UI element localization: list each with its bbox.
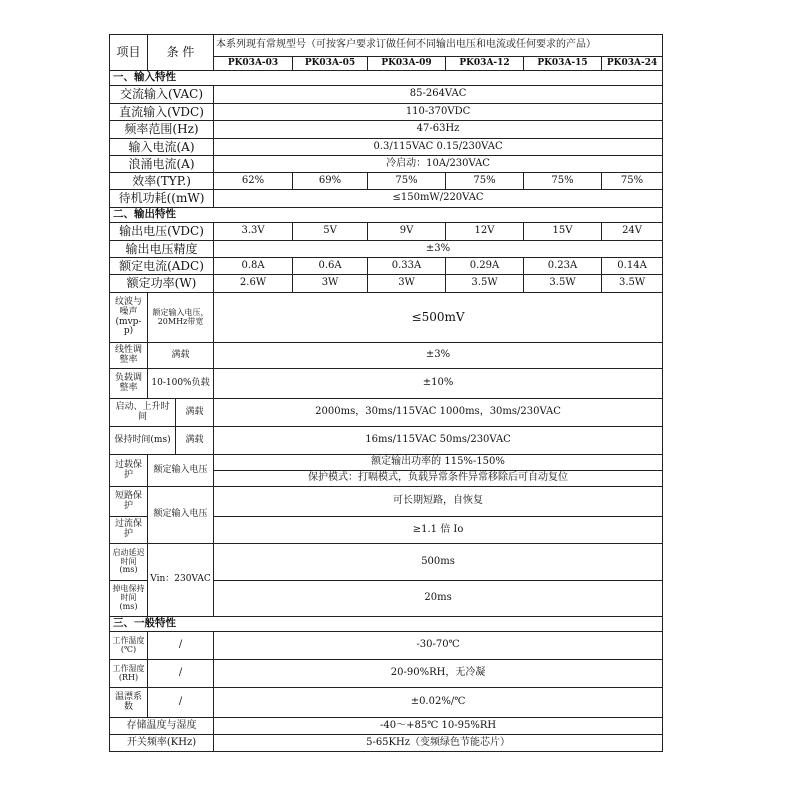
row-label: 工作湿度(RH) [110,660,148,688]
header-item: 项目 [110,35,148,71]
model-name: PK03A-03 [214,57,293,71]
cell-value: 3.5W [602,275,663,293]
model-name: PK03A-09 [368,57,446,71]
cell-value: 75% [368,173,446,190]
row-condition: 额定输入电压 [148,487,214,544]
row-condition: 10-100%负载 [148,369,214,399]
row-value: ≥1.1 倍 Io [214,517,663,544]
row-condition: / [148,632,214,660]
row-label: 输出电压精度 [110,241,214,258]
cell-value: 0.23A [524,258,602,275]
row-value: 额定输出功率的 115%-150% [214,455,663,471]
row-label: 直流输入(VDC) [110,104,214,121]
row-label: 温漂系数 [110,688,148,718]
row-label: 频率范围(Hz) [110,121,214,139]
row-value: 2000ms，30ms/115VAC 1000ms，30ms/230VAC [214,399,663,427]
row-label: 待机功耗((mW) [110,190,214,208]
row-label: 短路保护 [110,487,148,517]
spec-table [109,34,663,752]
row-value: ≤500mV [214,293,663,343]
row-value: 5-65KHz（变频绿色节能芯片） [214,735,663,752]
row-value: 16ms/115VAC 50ms/230VAC [214,427,663,455]
row-value: ±0.02%/℃ [214,688,663,718]
row-value: 47-63Hz [214,121,663,139]
row-label: 线性调整率 [110,343,148,369]
row-label: 输出电压(VDC) [110,223,214,241]
cell-value: 3.5W [524,275,602,293]
header-condition: 条 件 [148,35,214,71]
cell-value: 69% [293,173,368,190]
row-label: 效率(TYP.) [110,173,214,190]
row-value: 保护模式：打嗝模式，负载异常条件异常移除后可自动复位 [214,471,663,487]
cell-value: 75% [602,173,663,190]
row-label: 开关频率(KHz) [110,735,214,752]
cell-value: 0.29A [446,258,524,275]
section-output: 二、输出特性 [110,208,663,223]
row-condition: 额定输入电压 [148,455,214,487]
row-label: 启动、上升时间 [110,399,176,427]
cell-value: 24V [602,223,663,241]
cell-value: 12V [446,223,524,241]
model-name: PK03A-12 [446,57,524,71]
row-value: -30-70℃ [214,632,663,660]
cell-value: 75% [524,173,602,190]
row-label: 负载调整率 [110,369,148,399]
cell-value: 0.6A [293,258,368,275]
row-value: 20-90%RH，无冷凝 [214,660,663,688]
cell-value: 0.14A [602,258,663,275]
row-condition: Vin：230VAC [148,544,214,617]
row-label: 过载保护 [110,455,148,487]
model-name: PK03A-05 [293,57,368,71]
row-value: -40～+85℃ 10-95%RH [214,718,663,735]
cell-value: 0.8A [214,258,293,275]
row-label: 过流保护 [110,517,148,544]
row-value: 0.3/115VAC 0.15/230VAC [214,139,663,156]
cell-value: 75% [446,173,524,190]
row-value: 可长期短路，自恢复 [214,487,663,517]
header-note: 本系列现有常规型号（可按客户要求订做任何不同输出电压和电流或任何要求的产品） [214,35,663,57]
model-name: PK03A-24 [602,57,663,71]
row-value: 20ms [214,581,663,617]
row-label: 浪涌电流(A) [110,156,214,173]
cell-value: 2.6W [214,275,293,293]
row-value: ±3% [214,241,663,258]
row-value: 85-264VAC [214,86,663,104]
cell-value: 9V [368,223,446,241]
cell-value: 3W [368,275,446,293]
cell-value: 3.5W [446,275,524,293]
section-input: 一、输入特性 [110,71,663,86]
model-name: PK03A-15 [524,57,602,71]
row-condition: / [148,688,214,718]
section-general: 三、一般特性 [110,617,663,632]
row-label: 输入电流(A) [110,139,214,156]
row-label: 保持时间(ms) [110,427,176,455]
row-condition: 满载 [176,399,214,427]
row-label: 掉电保持时间(ms) [110,581,148,617]
cell-value: 5V [293,223,368,241]
row-label: 工作温度(℃) [110,632,148,660]
row-value: ≤150mW/220VAC [214,190,663,208]
cell-value: 0.33A [368,258,446,275]
row-value: 冷启动：10A/230VAC [214,156,663,173]
row-condition: 满载 [148,343,214,369]
row-label: 存储温度与湿度 [110,718,214,735]
row-condition: 额定输入电压，20MHz带宽 [148,293,214,343]
cell-value: 3W [293,275,368,293]
row-label: 纹波与噪声(mvp-p) [110,293,148,343]
row-value: ±3% [214,343,663,369]
row-label: 额定功率(W) [110,275,214,293]
row-label: 额定电流(ADC) [110,258,214,275]
cell-value: 62% [214,173,293,190]
row-label: 启动延迟时间(ms) [110,544,148,581]
row-value: 500ms [214,544,663,581]
row-value: 110-370VDC [214,104,663,121]
row-condition: / [148,660,214,688]
row-condition: 满载 [176,427,214,455]
cell-value: 3.3V [214,223,293,241]
row-value: ±10% [214,369,663,399]
cell-value: 15V [524,223,602,241]
row-label: 交流输入(VAC) [110,86,214,104]
